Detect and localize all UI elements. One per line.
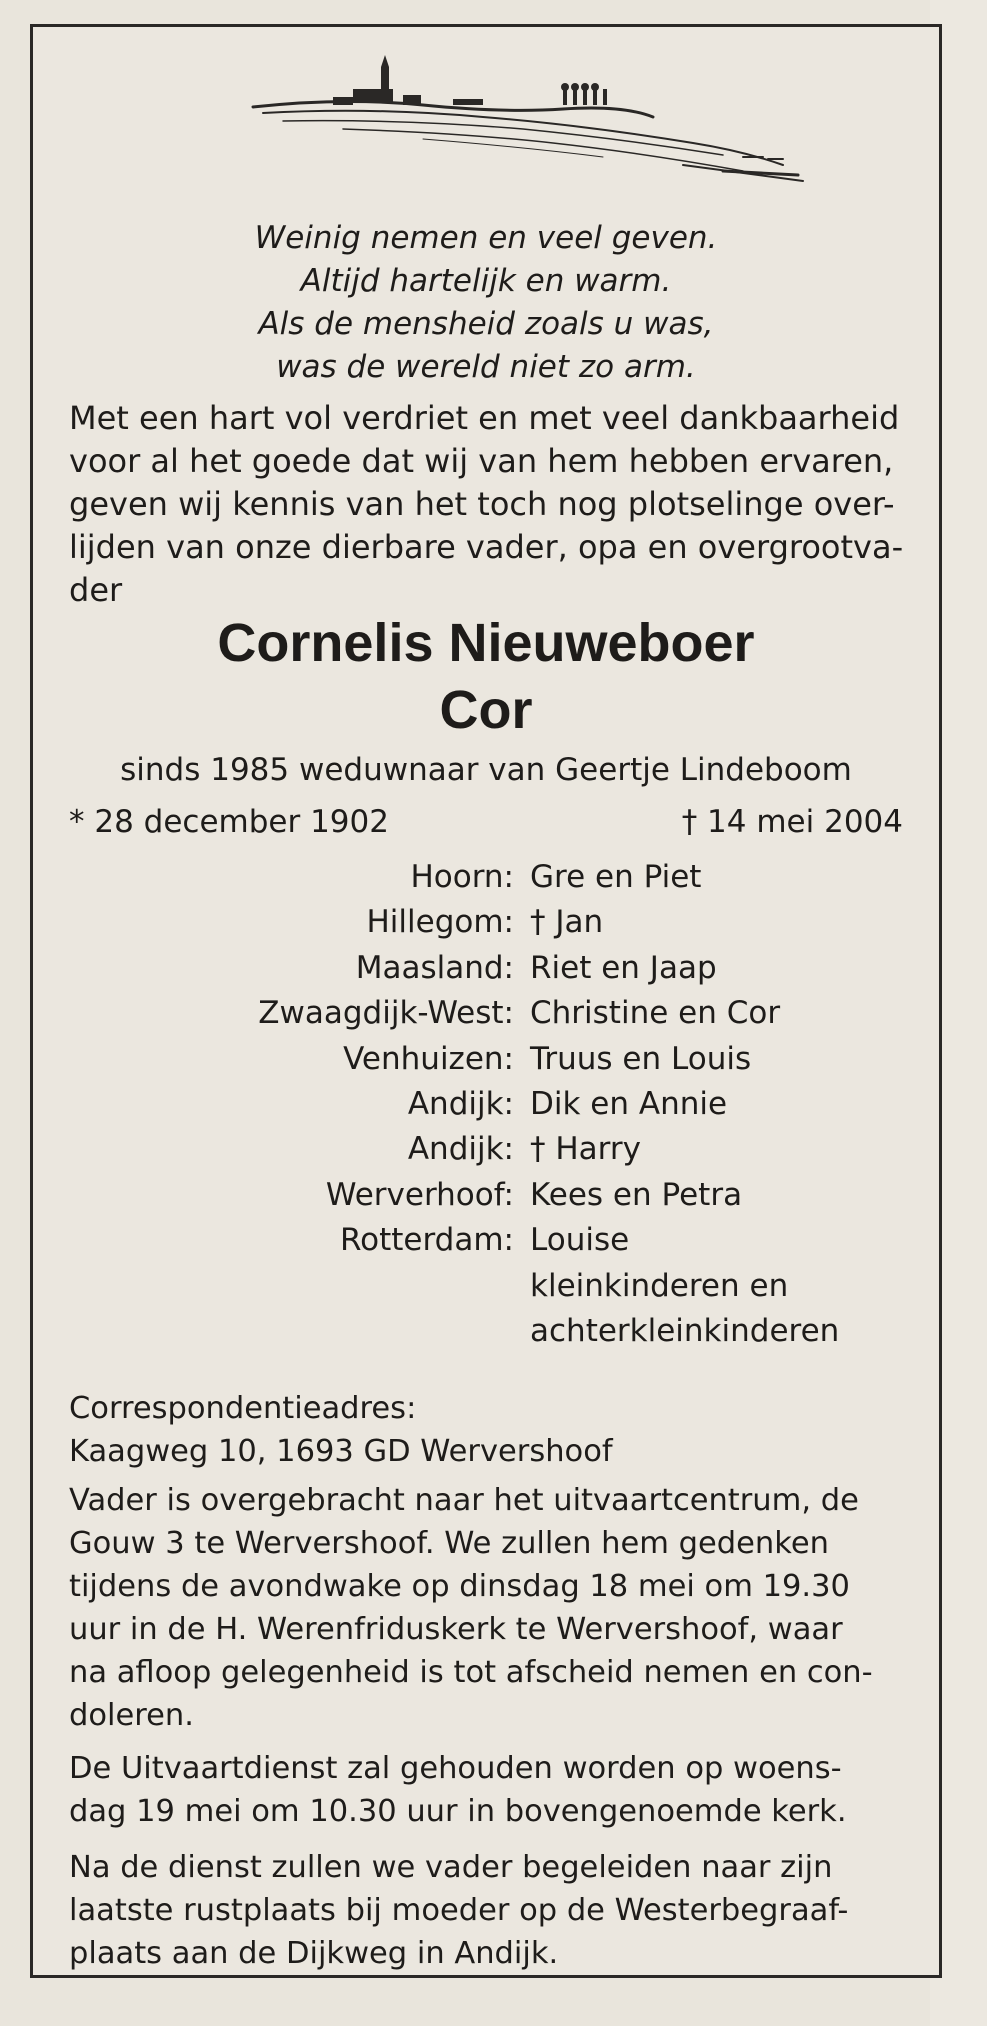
poem	[33, 217, 939, 389]
paragraph-line: tijdens de avondwake op dinsdag 18 mei om 19.30	[69, 1569, 850, 1604]
paragraph-line: na afloop gelegenheid is tot afscheid nemen en con-	[69, 1655, 873, 1690]
poem-line: was de wereld niet zo arm.	[276, 349, 696, 385]
paragraph-line: dag 19 mei om 10.30 uur in bovengenoemde kerk.	[69, 1794, 847, 1829]
paragraph-line: Vader is overgebracht naar het uitvaartcentrum, de	[69, 1483, 859, 1518]
family-place: Hoorn:	[410, 859, 514, 895]
family-place: Zwaagdijk-West:	[258, 995, 514, 1032]
family-row	[33, 1037, 939, 1082]
birth-date: * 28 december 1902	[69, 804, 389, 840]
paragraph-line: plaats aan de Dijkweg in Andijk.	[69, 1936, 559, 1971]
paragraph-line: Na de dienst zullen we vader begeleiden naar zijn	[69, 1850, 833, 1885]
family-names: Riet en Jaap	[530, 949, 717, 986]
paragraph-line: De Uitvaartdienst zal gehouden worden op woens-	[69, 1751, 842, 1786]
deceased-nickname: Cor	[439, 680, 533, 740]
poem-line: Als de mensheid zoals u was,	[258, 306, 714, 342]
family-place: Rotterdam:	[339, 1222, 514, 1259]
widower-line: sinds 1985 weduwnaar van Geertje Lindeboom	[120, 752, 852, 788]
family-row	[33, 946, 939, 991]
wake-paragraph	[69, 1479, 909, 1737]
paragraph-line: Gouw 3 te Wervershoof. We zullen hem gedenken	[69, 1526, 829, 1561]
family-names: Dik en Annie	[530, 1085, 728, 1122]
family-row	[33, 991, 939, 1036]
announcement-line: geven wij kennis van het toch nog plotselinge over-	[69, 485, 895, 523]
announcement-line: Met een hart vol verdriet en met veel dankbaarheid	[69, 399, 900, 437]
family-place: Andijk:	[407, 1085, 514, 1122]
announcement-line: voor al het goede dat wij van hem hebben ervaren,	[69, 442, 894, 480]
family-place: Hillegom:	[366, 904, 514, 941]
announcement-text	[69, 397, 909, 612]
announcement-line: lijden van onze dierbare vader, opa en overgrootva-	[69, 528, 904, 566]
family-names: Kees en Petra	[530, 1176, 743, 1213]
family-row	[33, 1309, 939, 1354]
family-names: achterkleinkinderen	[530, 1312, 840, 1349]
family-names: Gre en Piet	[530, 859, 702, 895]
correspondence-label: Correspondentieadres:	[69, 1391, 417, 1426]
paragraph-line: uur in de H. Werenfriduskerk te Wervershoof, waar	[69, 1612, 843, 1647]
family-names: † Jan	[530, 904, 604, 941]
announcement-line: der	[69, 571, 123, 609]
death-date: † 14 mei 2004	[681, 804, 903, 840]
family-row	[33, 1218, 939, 1263]
family-names: Truus en Louis	[530, 1040, 752, 1077]
burial-paragraph	[69, 1846, 909, 1975]
family-list	[33, 855, 939, 1354]
family-place: Werverhoof:	[325, 1176, 514, 1213]
service-paragraph	[69, 1747, 909, 1833]
family-place: Maasland:	[355, 949, 514, 986]
family-names: Christine en Cor	[530, 995, 781, 1032]
poem-line: Weinig nemen en veel geven.	[254, 220, 718, 256]
obituary-card	[30, 24, 942, 1978]
family-row	[33, 1127, 939, 1172]
paragraph-line: doleren.	[69, 1698, 194, 1733]
family-place: Andijk:	[407, 1131, 514, 1168]
poem-line: Altijd hartelijk en warm.	[300, 263, 672, 299]
family-place: Venhuizen:	[343, 1040, 514, 1077]
family-names: Louise	[530, 1222, 630, 1259]
family-row	[33, 855, 939, 900]
family-names: kleinkinderen en	[530, 1267, 789, 1304]
family-row	[33, 1173, 939, 1218]
family-row	[33, 900, 939, 945]
deceased-name: Cornelis Nieuweboer	[217, 613, 755, 673]
family-row	[33, 1082, 939, 1127]
family-row	[33, 1264, 939, 1309]
correspondence-street: Kaagweg 10, 1693 GD Wervershoof	[69, 1434, 613, 1469]
paragraph-line: laatste rustplaats bij moeder op de Westerbegraaf-	[69, 1893, 849, 1928]
landscape-illustration	[223, 47, 823, 197]
correspondence-address	[69, 1387, 909, 1473]
family-names: † Harry	[530, 1131, 641, 1168]
